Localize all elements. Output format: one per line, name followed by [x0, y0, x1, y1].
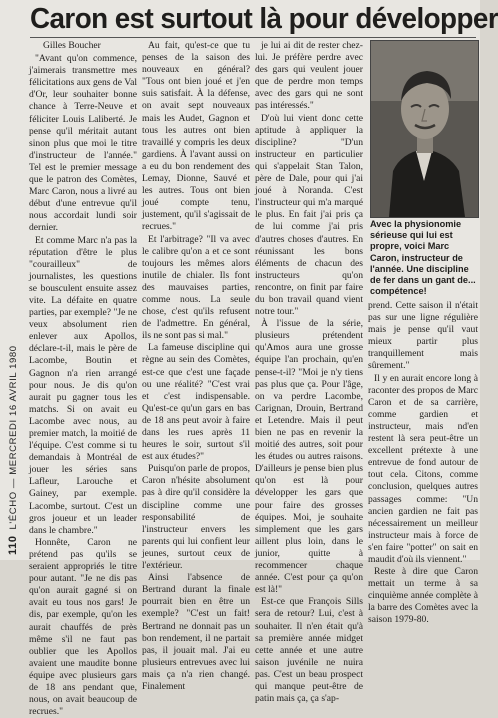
- headline-rule: [30, 37, 476, 38]
- paragraph: Reste à dire que Caron mettait un terme à sa cinquième année complète à la barre des Comètes avec la saison 1979-80.: [368, 566, 478, 626]
- paragraph: Et l'arbitrage? "Il va avec le calibre qu'on a et ce sont toujours les mêmes alors inutile de chialer. Ils font des mauvaises parties, comme nous. La seule chose, c'est qu'ils refusent de l'admettre. En général, ils ne sont pas si mal.": [142, 233, 250, 342]
- paragraph: Au fait, qu'est-ce que tu penses de la saison des nouveaux en général? "Tous ont bien joué et j'en suis satisfait. À la défense, on avait sept nouveaux mais les Audet, Gagnon et tous les autres ont bien travaillé y compris les deux gardiens. À l'avant aussi on a eu du bon rendement des Lemay, Dionne, Sauvé et les autres. Tous ont bien joué compte tenu, justement, qu'il s'agissait de recrues.": [142, 40, 250, 233]
- paragraph: Est-ce que François Sills sera de retour? Lui, c'est à souhaiter. Il n'en était qu'à sa première année midget cette année et une autre saison juvénile ne nuira pas. C'est un beau prospect qui manque peut-être de patin mais ça, ça s'ap-: [255, 596, 363, 705]
- paragraph: Il y en aurait encore long à raconter des propos de Marc Caron et de sa carrière, comme gardien et instructeur, mais nd'en restent là sera peut-être un excellent prétexte à une entrevue de fond autour de tout cela. Citons, comme conclusion, quelques autres passages comme: "Un ancien gardien ne fait pas nécessairement un meilleur instructeur mais à force de s'en faire "potter" on sait en maudit d'où ils viennent.": [368, 372, 478, 565]
- article-column-4: [368, 300, 478, 626]
- paragraph: Et comme Marc n'a pas la réputation d'être le plus "courailleux" de journalistes, les questions se bousculent ensuite assez vite. La défaite en quatre parties, par exemple? "Je ne veux absolument rien enlever aux Apollos, déclare-t-il, mais le père de Lacombe, Boutin et Gagnon n'a rien arrangé pour nous. Je dis qu'on aurait pu gagner tous les matchs. Si on avait eu Lacombe avec nous, au premier match, la moitié de l'équipe. C'est comme si tu demandais à Montréal de jouer les séries sans Lafleur, Larouche et Gainey, par exemple. Lacombe, surtout. C'est un gros joueur et un leader dans le chambre.": [29, 234, 137, 536]
- paragraph: Honnête, Caron ne prétend pas qu'ils se seraient appropriés le titre pour autant. "Je ne dis pas qu'on aurait gagné si on avait eu tous nos gars! Je dis, par exemple, qu'on les aurait chauffés de près même s'il ne faut pas oublier que les Apollos avaient une maudite bonne équipe avec plusieurs gars de 18 ans pendant que, nous, on avait beaucoup de recrues.": [29, 536, 137, 718]
- page-number: 110: [7, 535, 19, 555]
- paragraph: je lui ai dit de rester chez-lui. Je préfère perdre avec des gars qui veulent jouer que de perdre mon temps avec des gars qui ne sont pas intéressés.": [255, 40, 363, 112]
- portrait-photo: [370, 40, 479, 218]
- photo-caption: Avec la physionomie sérieuse qui lui est propre, voici Marc Caron, instructeur de l'année. Une discipline de fer dans un gant de... compétence!: [370, 219, 476, 297]
- paragraph: D'où lui vient donc cette aptitude à appliquer la discipline? "D'un instructeur en particulier qui s'appelait Stan Talon, père de Dale, pour qui j'ai joué à Noranda. C'est l'instructeur qui m'a marqué le plus. En fait j'ai pris ça de lui comme j'ai pris d'autres choses d'autres. En réunissant les bons éléments de chacun des instructeurs qu'on rencontre, on finit par faire du bon travail quand vient notre tour.": [255, 112, 363, 318]
- paragraph: Ainsi l'absence de Bertrand durant la finale pourrait bien en être un exemple? "C'est un fait! Bertrand ne donnait pas un bon rendement, il ne partait pas, il jouait mal. J'ai eu plusieurs entrevues avec lui mais ça n'a rien changé. Finalement: [142, 572, 250, 692]
- paragraph: Puisqu'on parle de propos, Caron n'hésite absolument pas à dire qu'il considère la discipline comme une responsabilité de l'instructeur envers les parents qui lui confient leur jeunes, surtout ceux de l'extérieur.: [142, 463, 250, 572]
- article-column-1: [29, 40, 137, 718]
- page-spine: [1, 345, 23, 555]
- paragraph: La fameuse discipline qui règne au sein des Comètes, est-ce que c'est une façade ou une réalité? "C'est vrai et c'est indispensable. Qu'est-ce qu'un gars en bas de 18 ans peut avoir à faire dans les rues après 11 heures le soir, surtout s'il est aux études?": [142, 342, 250, 463]
- article-column-2: [142, 40, 250, 692]
- publication-date-line: L'ÉCHO — MERCREDI 16 AVRIL 1980: [8, 345, 19, 530]
- portrait-illustration: [371, 41, 478, 217]
- article-column-3: [255, 40, 363, 705]
- headline: Caron est surtout là pour développer: [30, 3, 498, 35]
- paragraph: "Avant qu'on commence, j'aimerais transmettre mes félicitations aux gens de Val d'Or, leur souhaiter bonne chance à Terre-Neuve et féliciter Louis Laliberté. Je pense qu'il méritait autant sinon plus que moi le titre d'instructeur de l'année." Tel est le premier message que le patron des Comètes, Marc Caron, nous a livré au début d'une entrevue qu'il nous accordait lundi soir dernier.: [29, 53, 137, 234]
- byline: Gilles Boucher: [43, 40, 101, 51]
- paragraph: À l'issue de la série, plusieurs prétendent qu'Amos aura une grosse équipe l'an prochain, qu'en pense-t-il? "Moi je n'y tiens pas plus que ça. Pour l'âge, on va perdre Lacombe, Carignan, Drouin, Bertrand et Letendre. Mais il peut bien ne pas en revenir la moitié des autres, soit pour les études ou autres raisons. D'ailleurs je pense bien plus qu'on est là pour développer les gars que pour faire des grosses équipes. Moi, je souhaite simplement que les gars aillent plus loin, dans le junior, quitte à recommencer chaque année. C'est pour ça qu'on est là!": [255, 318, 363, 596]
- paragraph: prend. Cette saison il n'était pas sur une ligne régulière mais je pense qu'il vaut mieux partir plus tranquillement mais sûrement.": [368, 300, 478, 372]
